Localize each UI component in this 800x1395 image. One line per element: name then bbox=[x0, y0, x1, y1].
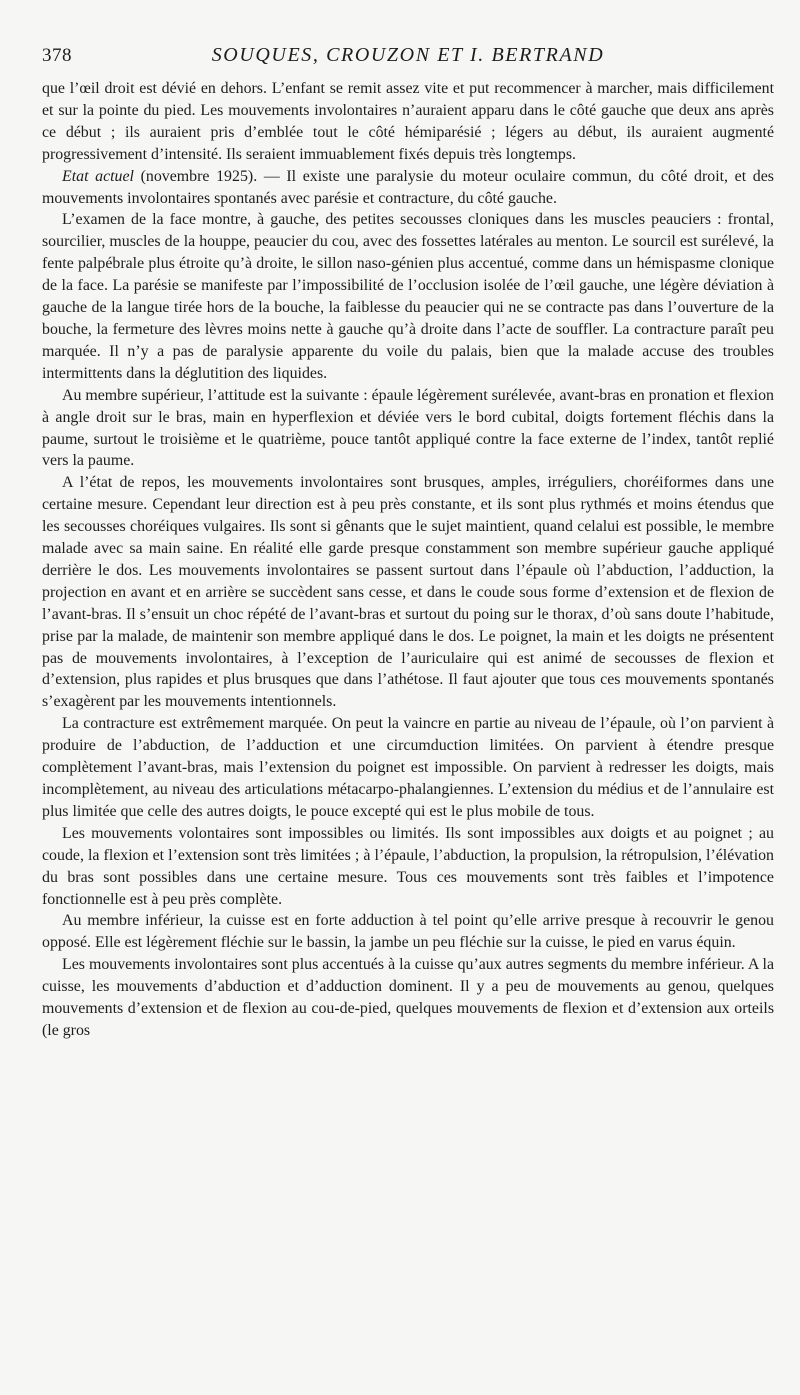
paragraph-8-text: Au membre inférieur, la cuisse est en forte adduction à tel point qu’elle arrive presque à recouvrir le genou opposé. Elle est légèrement fléchie sur le bassin, la jambe un peu fléchie sur la cuisse, le pied en varus équin. bbox=[42, 912, 774, 952]
paragraph-6-text: La contracture est extrêmement marquée. On peut la vaincre en partie au niveau de l’épaule, où l’on parvient à produire de l’abduction, de l’adduction et une circumduction limitées. On parvient à étendre presque complètement l’avant-bras, mais l’extension du poignet est impossible. On parvient à redresser les doigts, mais incomplètement, au niveau des articulations métacarpo-phalangiennes. L’extension du médius et de l’annulaire est plus limitée que celle des autres doigts, le pouce excepté qui est le plus mobile de tous. bbox=[42, 715, 774, 820]
running-title: SOUQUES, CROUZON ET I. BERTRAND bbox=[211, 44, 605, 66]
paragraph-7 bbox=[42, 823, 774, 911]
paragraph-9 bbox=[42, 954, 774, 1042]
paragraph-5-text: A l’état de repos, les mouvements involontaires sont brusques, amples, irréguliers, choréiformes dans une certaine mesure. Cependant leur direction est à peu près constante, et ils sont plus rythmés et moins étendus que les secousses choréiques vulgaires. Ils sont si gênants que le sujet maintient, quand celalui est possible, le membre malade avec sa main saine. En réalité elle garde presque constamment son membre supérieur gauche appliqué derrière le dos. Les mouvements involontaires se passent surtout dans l’épaule où l’abduction, l’adduction, la projection en avant et en arrière se succèdent sans cesse, et dans le coude sous forme d’extension et de flexion de l’avant-bras. Il s’ensuit un choc répété de l’avant-bras et surtout du poing sur le thorax, d’où sans doute l’habitude, prise par la malade, de maintenir son membre appliqué dans le dos. Le poignet, la main et les doigts ne présentent pas de mouvements involontaires, à l’exception de l’auriculaire qui est animé de secousses de flexion et d’extension, plus rapides et plus brusques que dans l’athétose. Il faut ajouter que tous ces mouvements spontanés s’exagèrent par les mouvements intentionnels. bbox=[42, 474, 774, 711]
paragraph-4 bbox=[42, 385, 774, 473]
paragraph-9-text: Les mouvements involontaires sont plus accentués à la cuisse qu’aux autres segments du membre inférieur. A la cuisse, les mouvements d’abduction et d’adduction dominent. Il y a peu de mouvements au genou, quelques mouvements d’extension et de flexion au cou-de-pied, quelques mouvements de flexion et d’extension aux orteils (le gros bbox=[42, 956, 774, 1039]
paragraph-4-text: Au membre supérieur, l’attitude est la suivante : épaule légèrement surélevée, avant-bras en pronation et flexion à angle droit sur le bras, main en hyperflexion et déviée vers le bord cubital, doigts fortement fléchis dans la paume, surtout le troisième et le quatrième, pouce tantôt appliqué contre la face externe de l’index, tantôt replié vers la paume. bbox=[42, 386, 774, 470]
paragraph-3-text: L’examen de la face montre, à gauche, des petites secousses cloniques dans les muscles peauciers : frontal, sourcilier, muscles de la houppe, peaucier du cou, avec des fossettes latérales au menton. Le sourcil est surélevé, la fente palpébrale plus étroite qu’à droite, le sillon naso-génien plus accentué, comme dans un hémispasme clonique de la face. La parésie se manifeste par l’impossibilité de l’occlusion isolée de l’œil gauche, une légère déviation à gauche de la langue tirée hors de la bouche, la faiblesse du peaucier qui ne se contracte pas dans l’ouverture de la bouche, la fermeture des lèvres moins nette à gauche qu’à droite dans l’acte de souffler. La contracture paraît peu marquée. Il n’y a pas de paralysie apparente du voile du palais, bien que la malade accuse des troubles intermittents dans la déglutition des liquides. bbox=[42, 211, 774, 382]
paragraph-8 bbox=[42, 910, 774, 954]
paragraph-2-text: (novembre 1925). — Il existe une paralysie du moteur oculaire commun, du côté droit, et des mouvements involontaires spontanés avec parésie et contracture, du côté gauche. bbox=[42, 167, 774, 207]
running-header bbox=[42, 40, 774, 70]
paragraph-3 bbox=[42, 209, 774, 384]
section-lead-etat-actuel: Etat actuel bbox=[62, 167, 134, 185]
paragraph-6 bbox=[42, 713, 774, 823]
body-text bbox=[42, 78, 774, 1042]
paragraph-2 bbox=[42, 166, 774, 210]
paragraph-1-text: que l’œil droit est dévié en dehors. L’enfant se remit assez vite et put recommencer à marcher, mais difficilement et sur la pointe du pied. Les mouvements involontaires n’auraient apparu dans le côté gauche que deux ans après ce début ; ils auraient pris d’emblée tout le côté hémiparésié ; légers au début, ils auraient augmenté progressivement d’intensité. Ils seraient immuablement fixés depuis très longtemps. bbox=[42, 80, 774, 163]
paragraph-1 bbox=[42, 78, 774, 166]
page-number: 378 bbox=[42, 45, 72, 66]
paragraph-7-text: Les mouvements volontaires sont impossibles ou limités. Ils sont impossibles aux doigts et au poignet ; au coude, la flexion et l’extension sont très limitées ; à l’épaule, l’abduction, la propulsion, la rétropulsion, l’élévation du bras sont possibles dans une certaine mesure. Tous ces mouvements sont très faibles et l’impotence fonctionnelle est à peu près complète. bbox=[42, 824, 774, 908]
paragraph-5 bbox=[42, 472, 774, 713]
